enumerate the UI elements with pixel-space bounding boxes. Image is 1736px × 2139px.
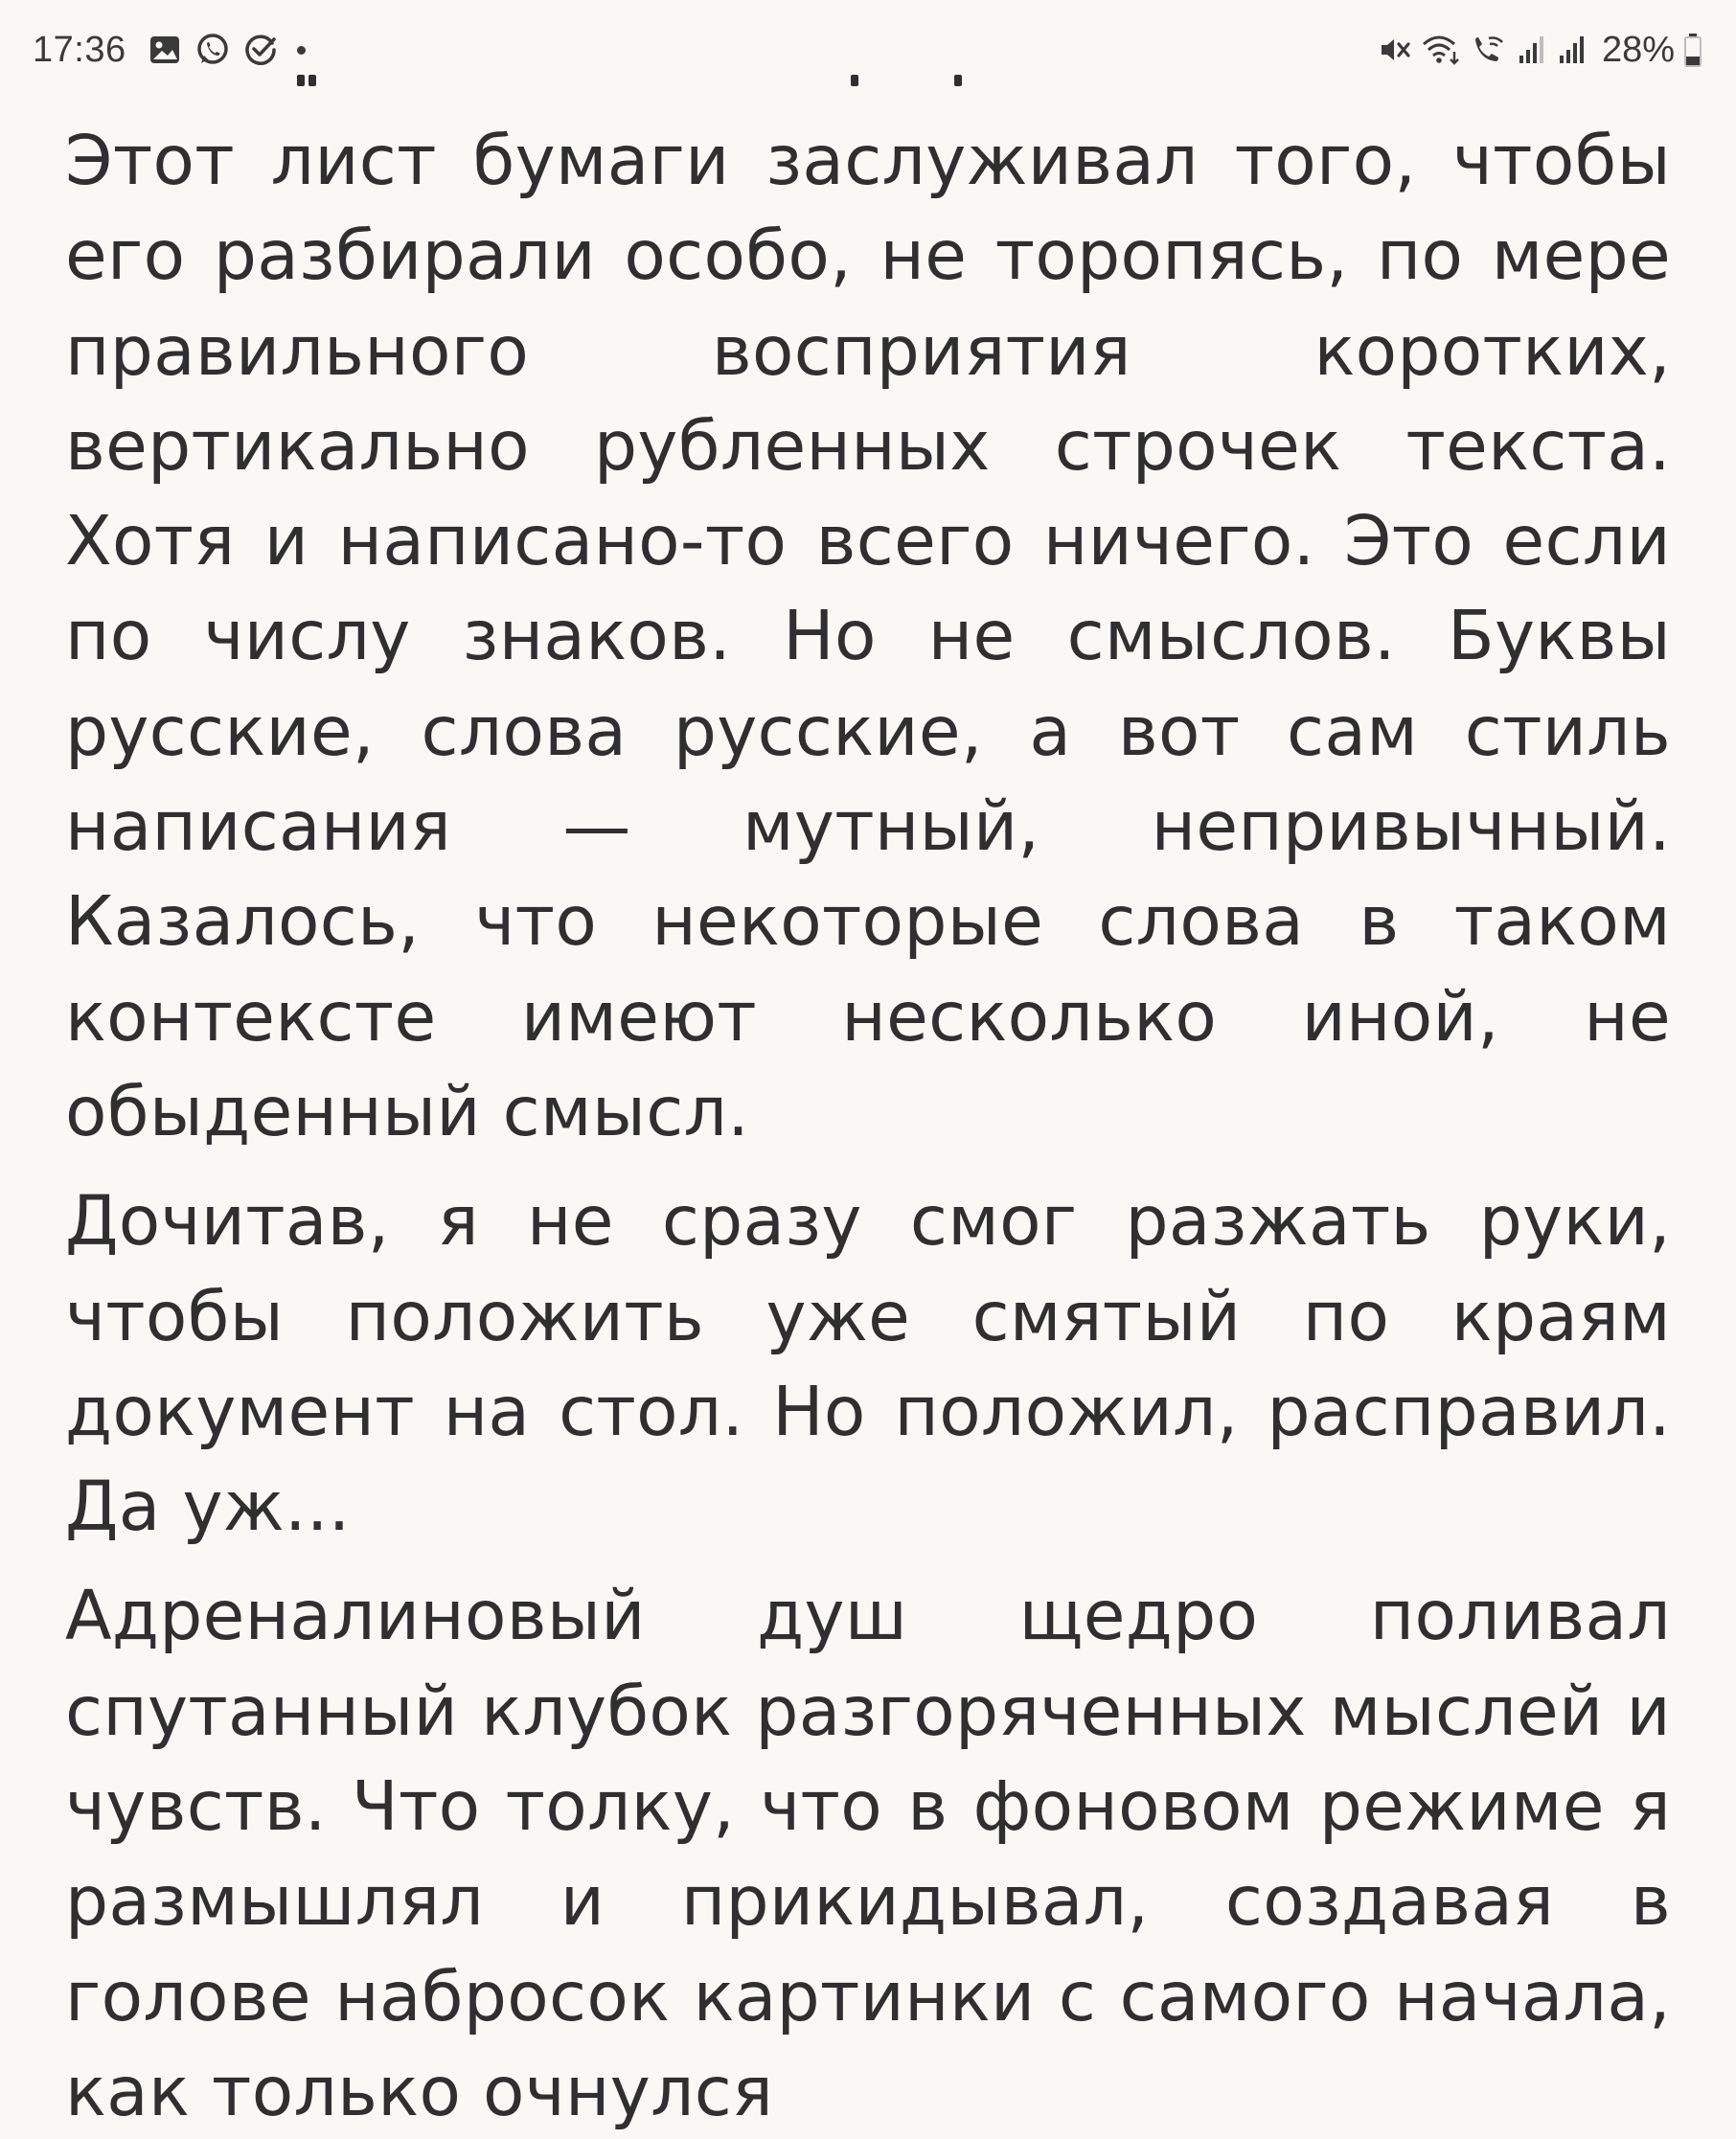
paragraph-3: Адреналиновый душ щедро поливал спутанный клубок разгоряченных мыслей и чувств. Что толку, что в фоновом режиме я размышлял и прикидывал, создавая в голове набросок картинки с самого начала, как только очнулся bbox=[65, 1576, 1671, 2131]
battery-percent: 28% bbox=[1601, 29, 1675, 70]
signal-icon bbox=[1516, 31, 1548, 69]
whatsapp-icon bbox=[194, 31, 232, 69]
check-circle-icon bbox=[241, 31, 280, 69]
previous-line-fragment bbox=[63, 75, 1673, 88]
reader-text bbox=[65, 113, 1671, 2139]
signal-icon-2 bbox=[1556, 31, 1588, 69]
wifi-icon bbox=[1420, 31, 1462, 69]
paragraph-1: Этот лист бумаги заслуживал того, чтобы его разбирали особо, не торопясь, по мере правильного восприятия коротких, вертикально рубленных строчек текста. Хотя и написано-то всего ничего. Это если по числу знаков. Но не смыслов. Буквы русские, слова русские, а вот сам стиль написания — мутный, непривычный. Казалось, что некоторые слова в таком контексте имеют несколько иной, не обыденный смысл. bbox=[65, 121, 1671, 1151]
status-right bbox=[1378, 25, 1703, 75]
wifi-calling-icon bbox=[1470, 31, 1508, 69]
battery-icon bbox=[1682, 31, 1703, 69]
gallery-icon bbox=[146, 31, 184, 69]
status-left bbox=[33, 25, 306, 75]
status-time: 17:36 bbox=[33, 29, 126, 70]
paragraph-2: Дочитав, я не сразу смог разжать руки, чтобы положить уже смятый по краям документ на стол. Но положил, расправил. Да уж... bbox=[65, 1181, 1671, 1547]
mute-icon bbox=[1378, 31, 1412, 69]
notification-dot bbox=[297, 46, 306, 55]
